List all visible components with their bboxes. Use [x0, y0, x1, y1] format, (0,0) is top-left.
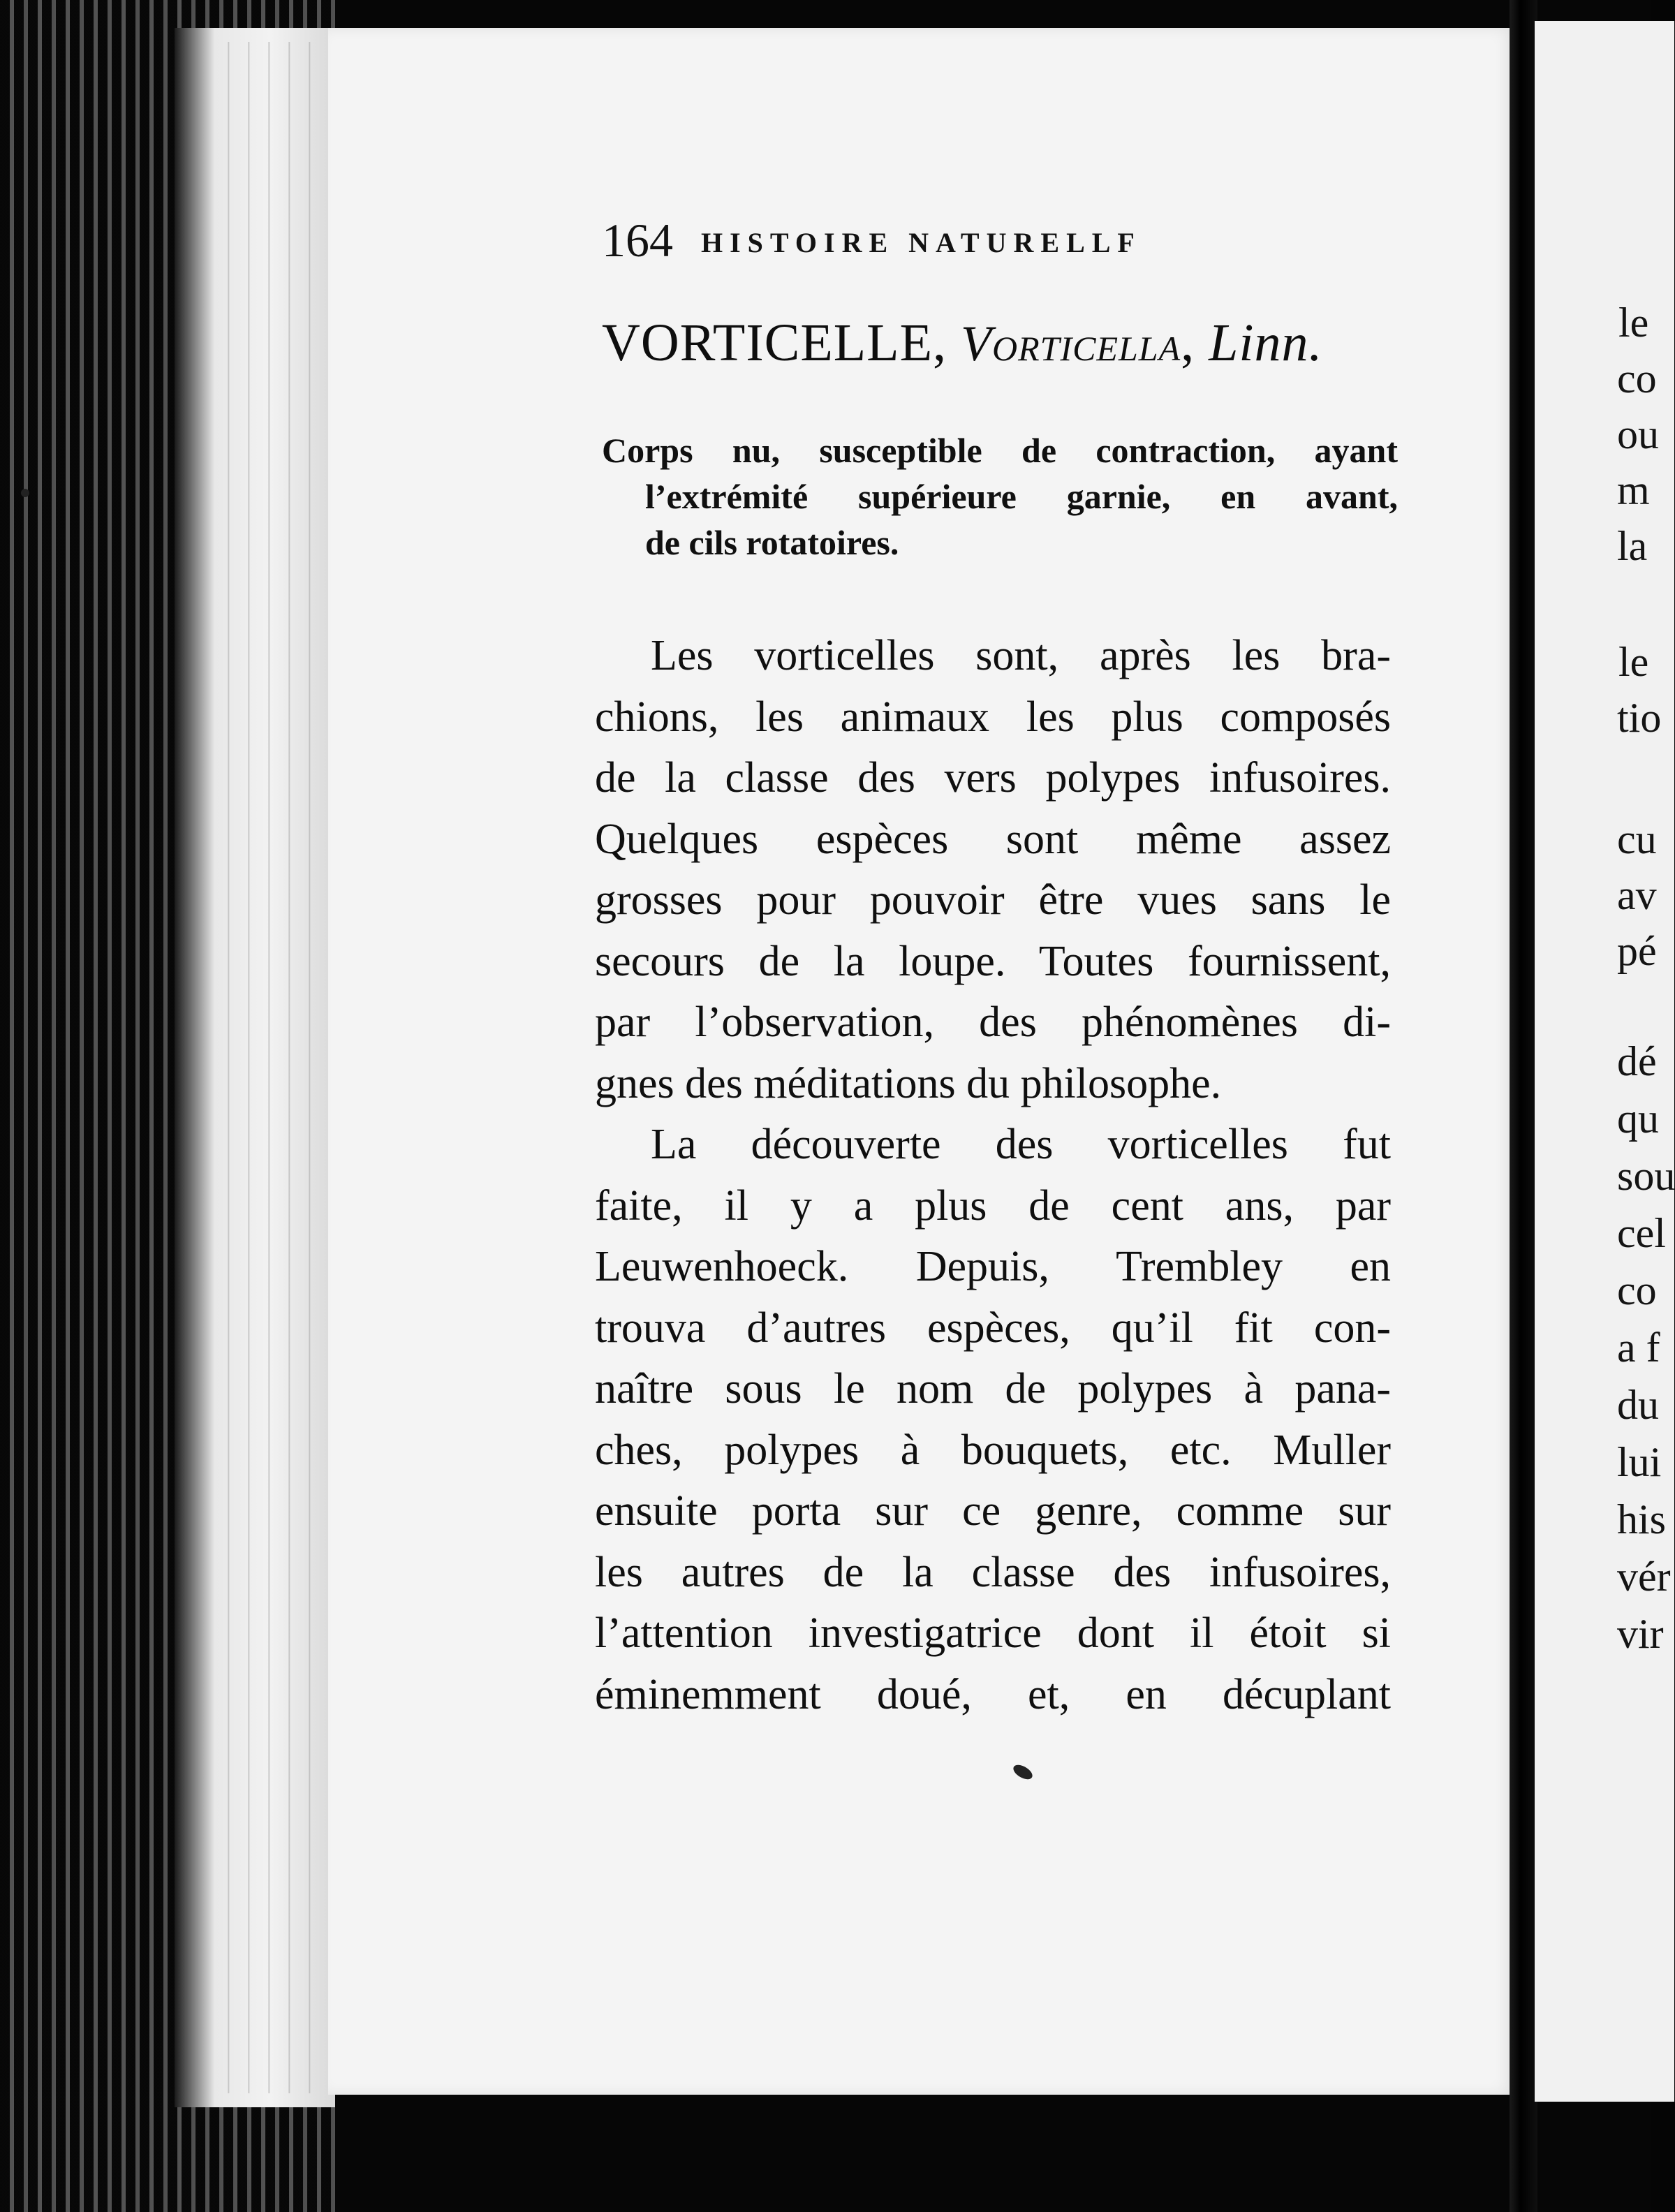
facing-fragment: a f [1617, 1325, 1660, 1371]
title-separator: , [1181, 314, 1195, 372]
facing-fragment: vér [1617, 1554, 1671, 1600]
text-line: de la classe des vers polypes infusoires. [595, 754, 1391, 802]
facing-fragment: pé [1617, 928, 1657, 974]
facing-fragment: lui [1617, 1439, 1662, 1485]
text-line: les autres de la classe des infusoires, [595, 1548, 1391, 1596]
ink-speck [21, 489, 29, 497]
diagnosis-line: de cils rotatoires. [645, 523, 899, 562]
text-line: faite, il y a plus de cent ans, par [595, 1181, 1391, 1230]
running-head: HISTOIRE NATURELLF [701, 227, 1142, 258]
text-line: secours de la loupe. Toutes fournissent, [595, 937, 1391, 985]
facing-fragment: qu [1617, 1096, 1659, 1142]
facing-fragment: ou [1617, 411, 1659, 457]
title-authority: Linn. [1209, 314, 1323, 372]
facing-fragment: co [1617, 355, 1657, 401]
facing-fragment: du [1617, 1382, 1659, 1428]
facing-fragment: av [1617, 872, 1657, 918]
text-line: Quelques espèces sont même assez [595, 815, 1391, 863]
title-genus-fr: VORTICELLE, [602, 314, 947, 372]
facing-fragment: cu [1617, 816, 1657, 862]
page-number: 164 [602, 214, 673, 267]
facing-fragment: cel [1617, 1210, 1666, 1256]
text-line: ches, polypes à bouquets, etc. Muller [595, 1426, 1391, 1474]
facing-fragment: vir [1617, 1611, 1664, 1657]
text-line: gnes des méditations du philosophe. [595, 1059, 1222, 1107]
running-header [602, 213, 1142, 268]
text-line: La découverte des vorticelles fut [651, 1121, 1391, 1168]
page-edge-lines [209, 42, 321, 2093]
text-line: trouva d’autres espèces, qu’il fit con- [595, 1304, 1391, 1352]
facing-fragment: dé [1617, 1038, 1657, 1084]
facing-page [1535, 21, 1674, 2102]
text-line: éminemment doué, et, en décuplant [595, 1670, 1391, 1718]
facing-fragment: le [1618, 300, 1649, 346]
facing-fragment: co [1617, 1267, 1657, 1313]
genus-diagnosis [602, 427, 1398, 566]
text-line: l’attention investigatrice dont il étoit si [595, 1609, 1391, 1657]
facing-fragment: sou [1617, 1153, 1675, 1199]
text-line: grosses pour pouvoir être vues sans le [595, 876, 1391, 924]
facing-fragment: m [1617, 467, 1650, 513]
text-line: par l’observation, des phénomènes di- [595, 998, 1391, 1046]
facing-fragment: le [1618, 639, 1649, 685]
body-text [595, 626, 1391, 1725]
text-line: Leuwenhoeck. Depuis, Trembley en [595, 1243, 1391, 1290]
text-line: chions, les animaux les plus composés [595, 693, 1391, 741]
text-line: ensuite porta sur ce genre, comme sur [595, 1487, 1391, 1535]
book-gutter [1510, 0, 1537, 2212]
text-line: naître sous le nom de polypes à pana- [595, 1365, 1391, 1413]
diagnosis-line: Corps nu, susceptible de contraction, ayant [602, 431, 1398, 470]
facing-fragment: his [1617, 1496, 1667, 1542]
section-title [602, 313, 1323, 374]
title-genus-latin: Vorticella [961, 316, 1181, 371]
facing-fragment: tio [1617, 695, 1662, 741]
diagnosis-line: l’extrémité supérieure garnie, en avant, [645, 477, 1398, 516]
text-line: Les vorticelles sont, après les bra- [651, 632, 1391, 679]
facing-fragment: la [1617, 523, 1648, 569]
